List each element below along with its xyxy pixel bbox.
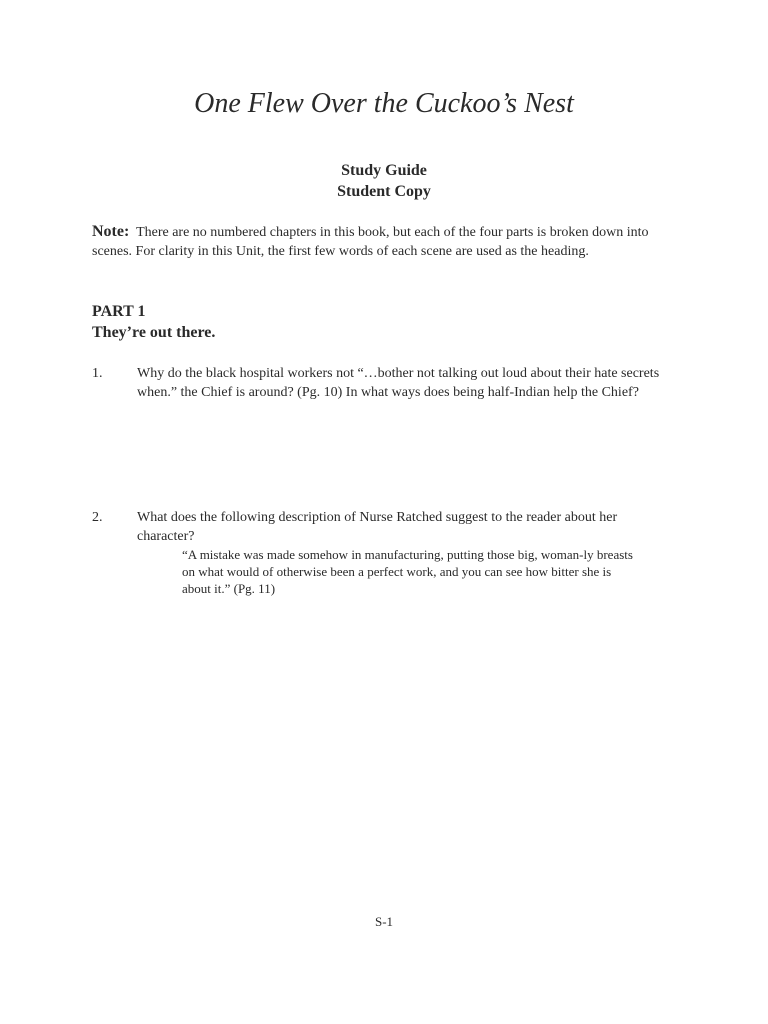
subtitle-study-guide: Study Guide <box>341 162 427 179</box>
note-label: Note: <box>92 223 130 240</box>
note-paragraph <box>92 222 682 261</box>
page-number: S-1 <box>374 914 394 929</box>
scene-heading: They’re out there. <box>92 324 216 341</box>
question-text: What does the following description of Nurse Ratched suggest to the reader about her character? <box>137 510 618 544</box>
document-title: One Flew Over the Cuckoo’s Nest <box>194 88 574 119</box>
question-number: 1. <box>92 366 103 381</box>
note-text: There are no numbered chapters in this book, but each of the four parts is broken down into scenes. For clarity in this Unit, the first few words of each scene are used as the heading. <box>92 225 649 259</box>
quotation-block: “A mistake was made somehow in manufacturing, putting those big, woman-ly breasts on what would of otherwise been a perfect work, and you can see how bitter she is about it.” (Pg. 11) <box>182 547 633 596</box>
part-label: PART 1 <box>92 303 146 320</box>
subtitle-student-copy: Student Copy <box>337 183 431 200</box>
question-text: Why do the black hospital workers not “…bother not talking out loud about their hate secrets when.” the Chief is around? (Pg. 10) In what ways does being half-Indian help the Chief? <box>137 366 660 400</box>
question-number: 2. <box>92 510 103 525</box>
